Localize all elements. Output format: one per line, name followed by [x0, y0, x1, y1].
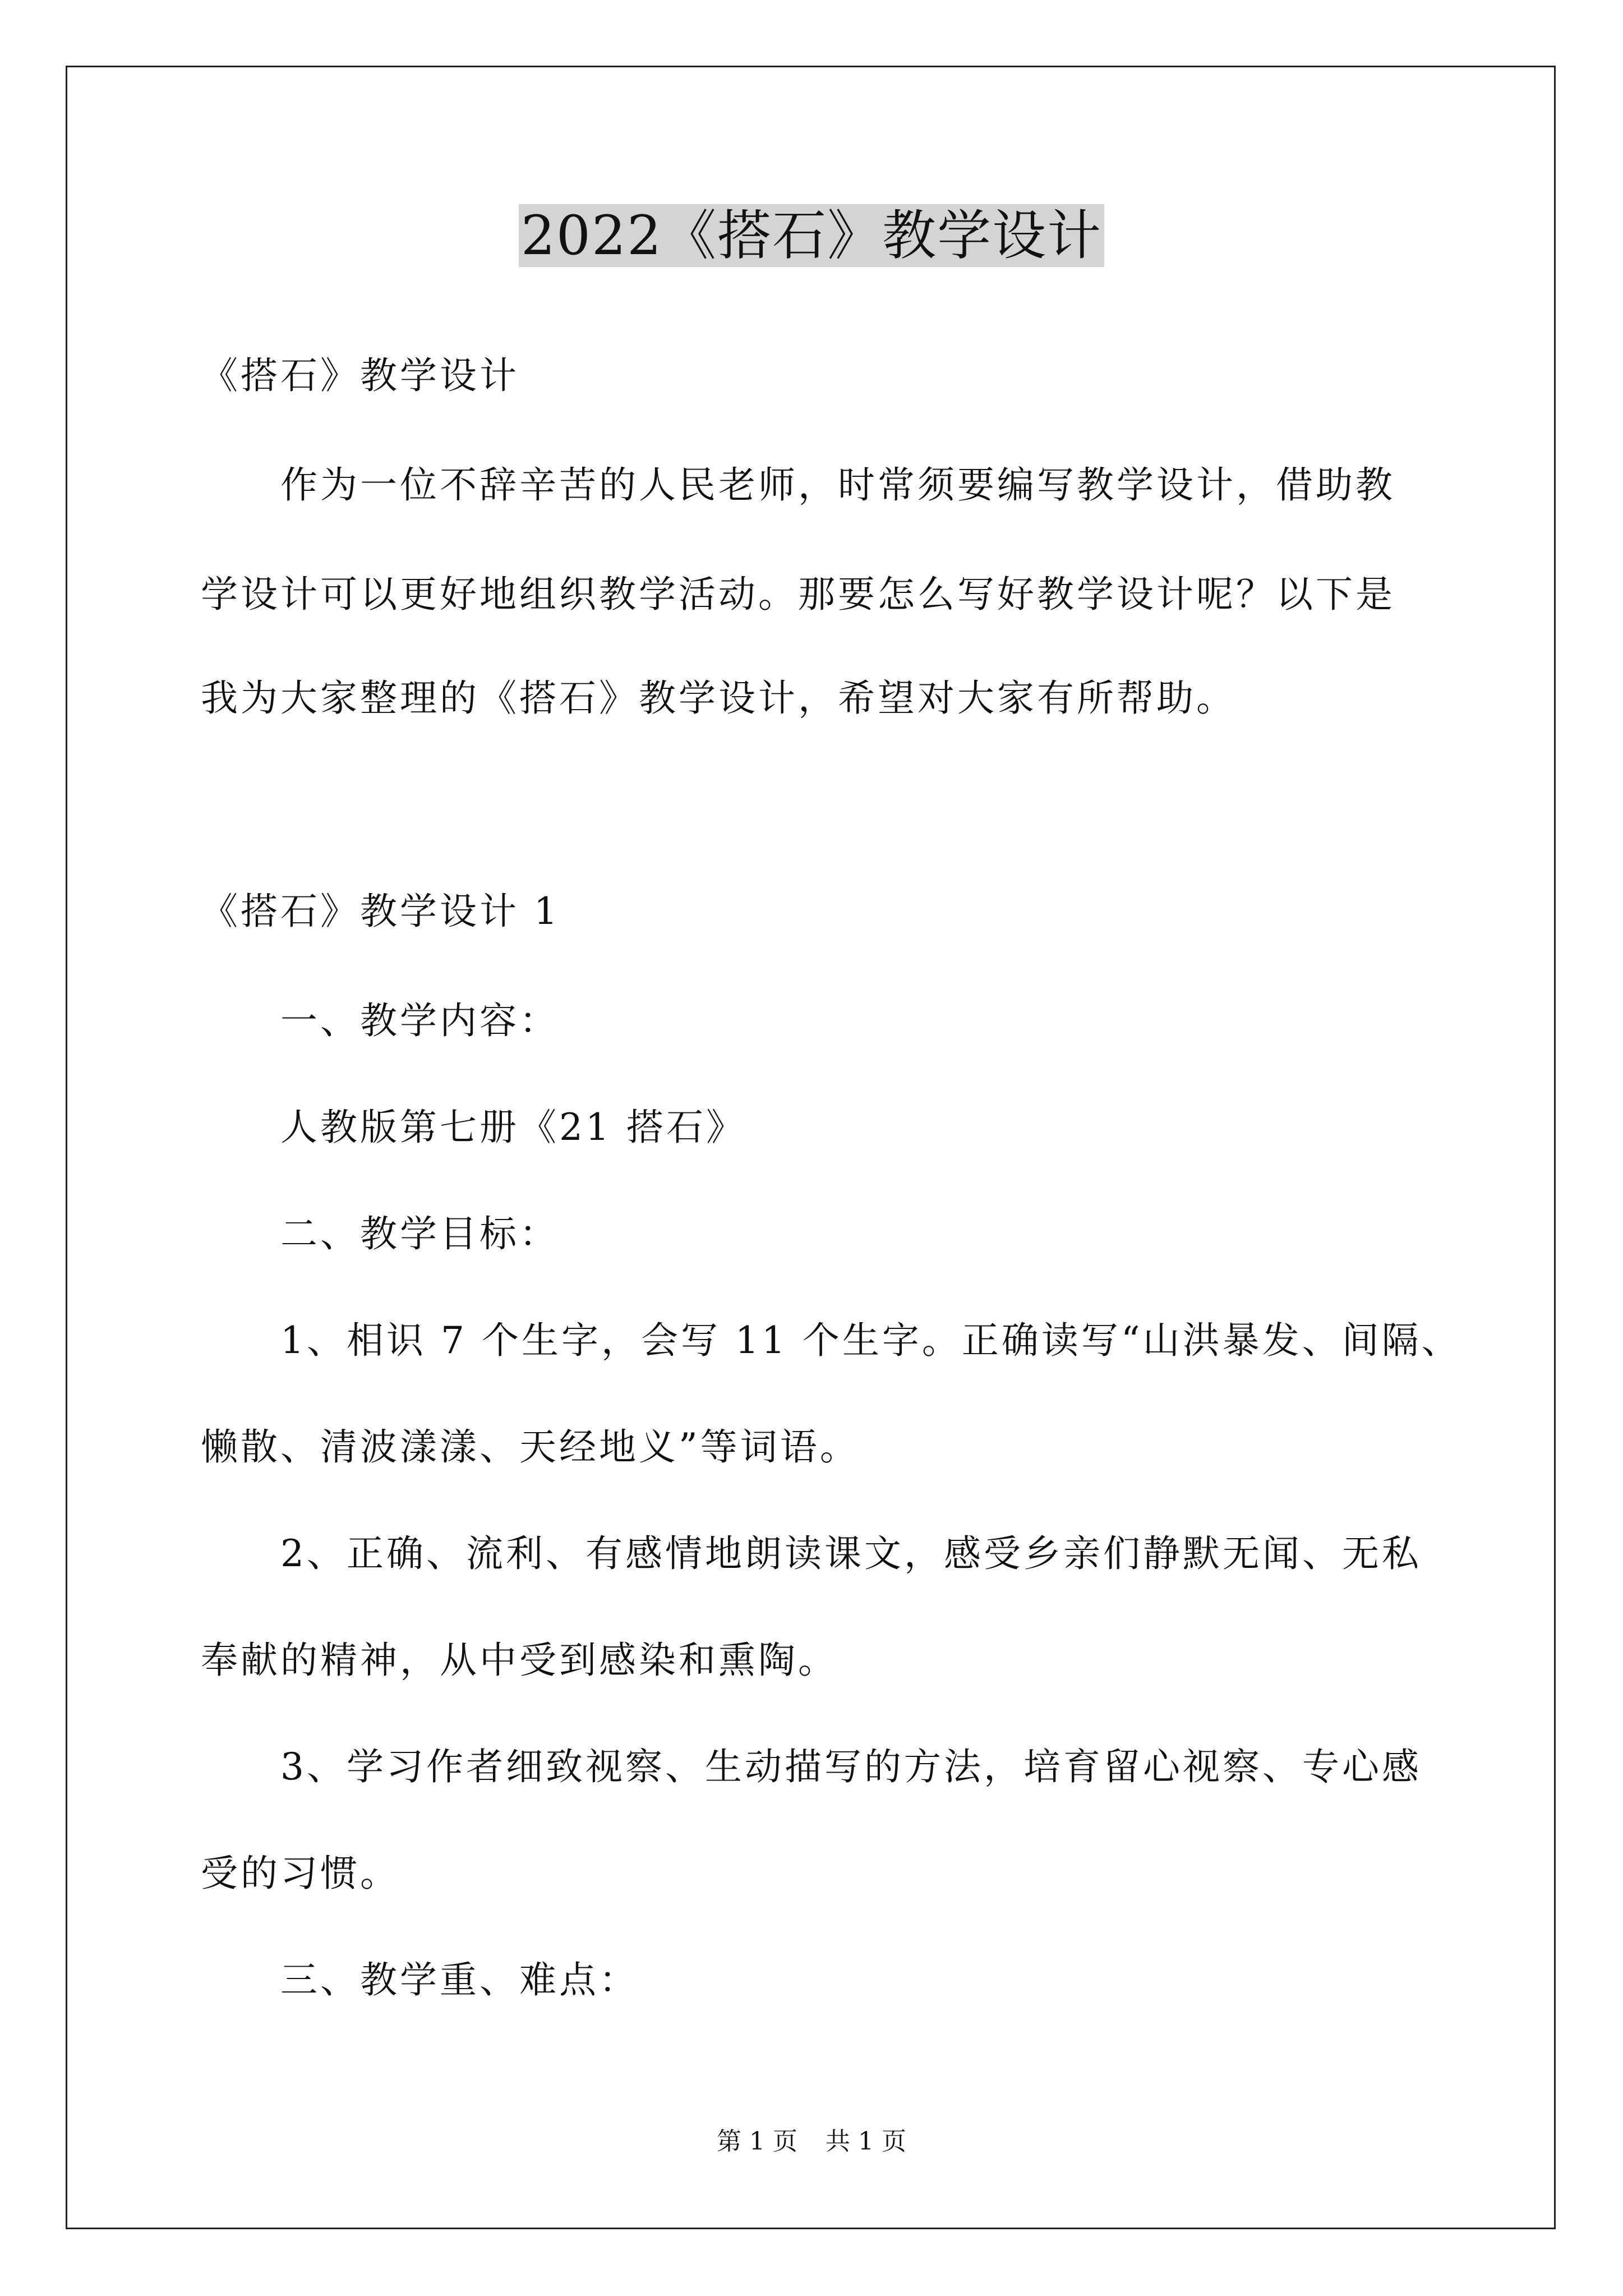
text-line: 二、教学目标： — [280, 1212, 559, 1255]
current-page: 第 1 页 — [717, 2127, 797, 2156]
text-line: 受的习惯。 — [201, 1852, 400, 1895]
text-line: 1、相识 7 个生字，会写 11 个生字。正确读写“山洪暴发、间隔、 — [280, 1319, 1461, 1362]
text-line: 《搭石》教学设计 — [201, 354, 519, 397]
document-title — [0, 199, 1623, 272]
text-line: 人教版第七册《21 搭石》 — [280, 1106, 746, 1149]
text-line: 2、正确、流利、有感情地朗读课文，感受乡亲们静默无闻、无私 — [280, 1532, 1422, 1575]
total-pages: 共 1 页 — [826, 2127, 906, 2156]
text-line: 作为一位不辞辛苦的人民老师，时常须要编写教学设计，借助教 — [280, 463, 1395, 507]
text-line: 学设计可以更好地组织教学活动。那要怎么写好教学设计呢？以下是 — [201, 573, 1395, 616]
text-line: 奉献的精神，从中受到感染和熏陶。 — [201, 1639, 838, 1682]
text-line: 3、学习作者细致视察、生动描写的方法，培育留心视察、专心感 — [280, 1745, 1422, 1788]
text-line: 懒散、清波漾漾、天经地义”等词语。 — [201, 1425, 860, 1469]
document-title-text: 2022《搭石》教学设计 — [519, 204, 1104, 267]
text-line: 三、教学重、难点： — [280, 1958, 639, 2001]
text-line: 《搭石》教学设计 1 — [201, 890, 560, 933]
page-footer — [0, 2125, 1623, 2159]
text-line: 我为大家整理的《搭石》教学设计，希望对大家有所帮助。 — [201, 677, 1236, 720]
text-line: 一、教学内容： — [280, 999, 559, 1042]
